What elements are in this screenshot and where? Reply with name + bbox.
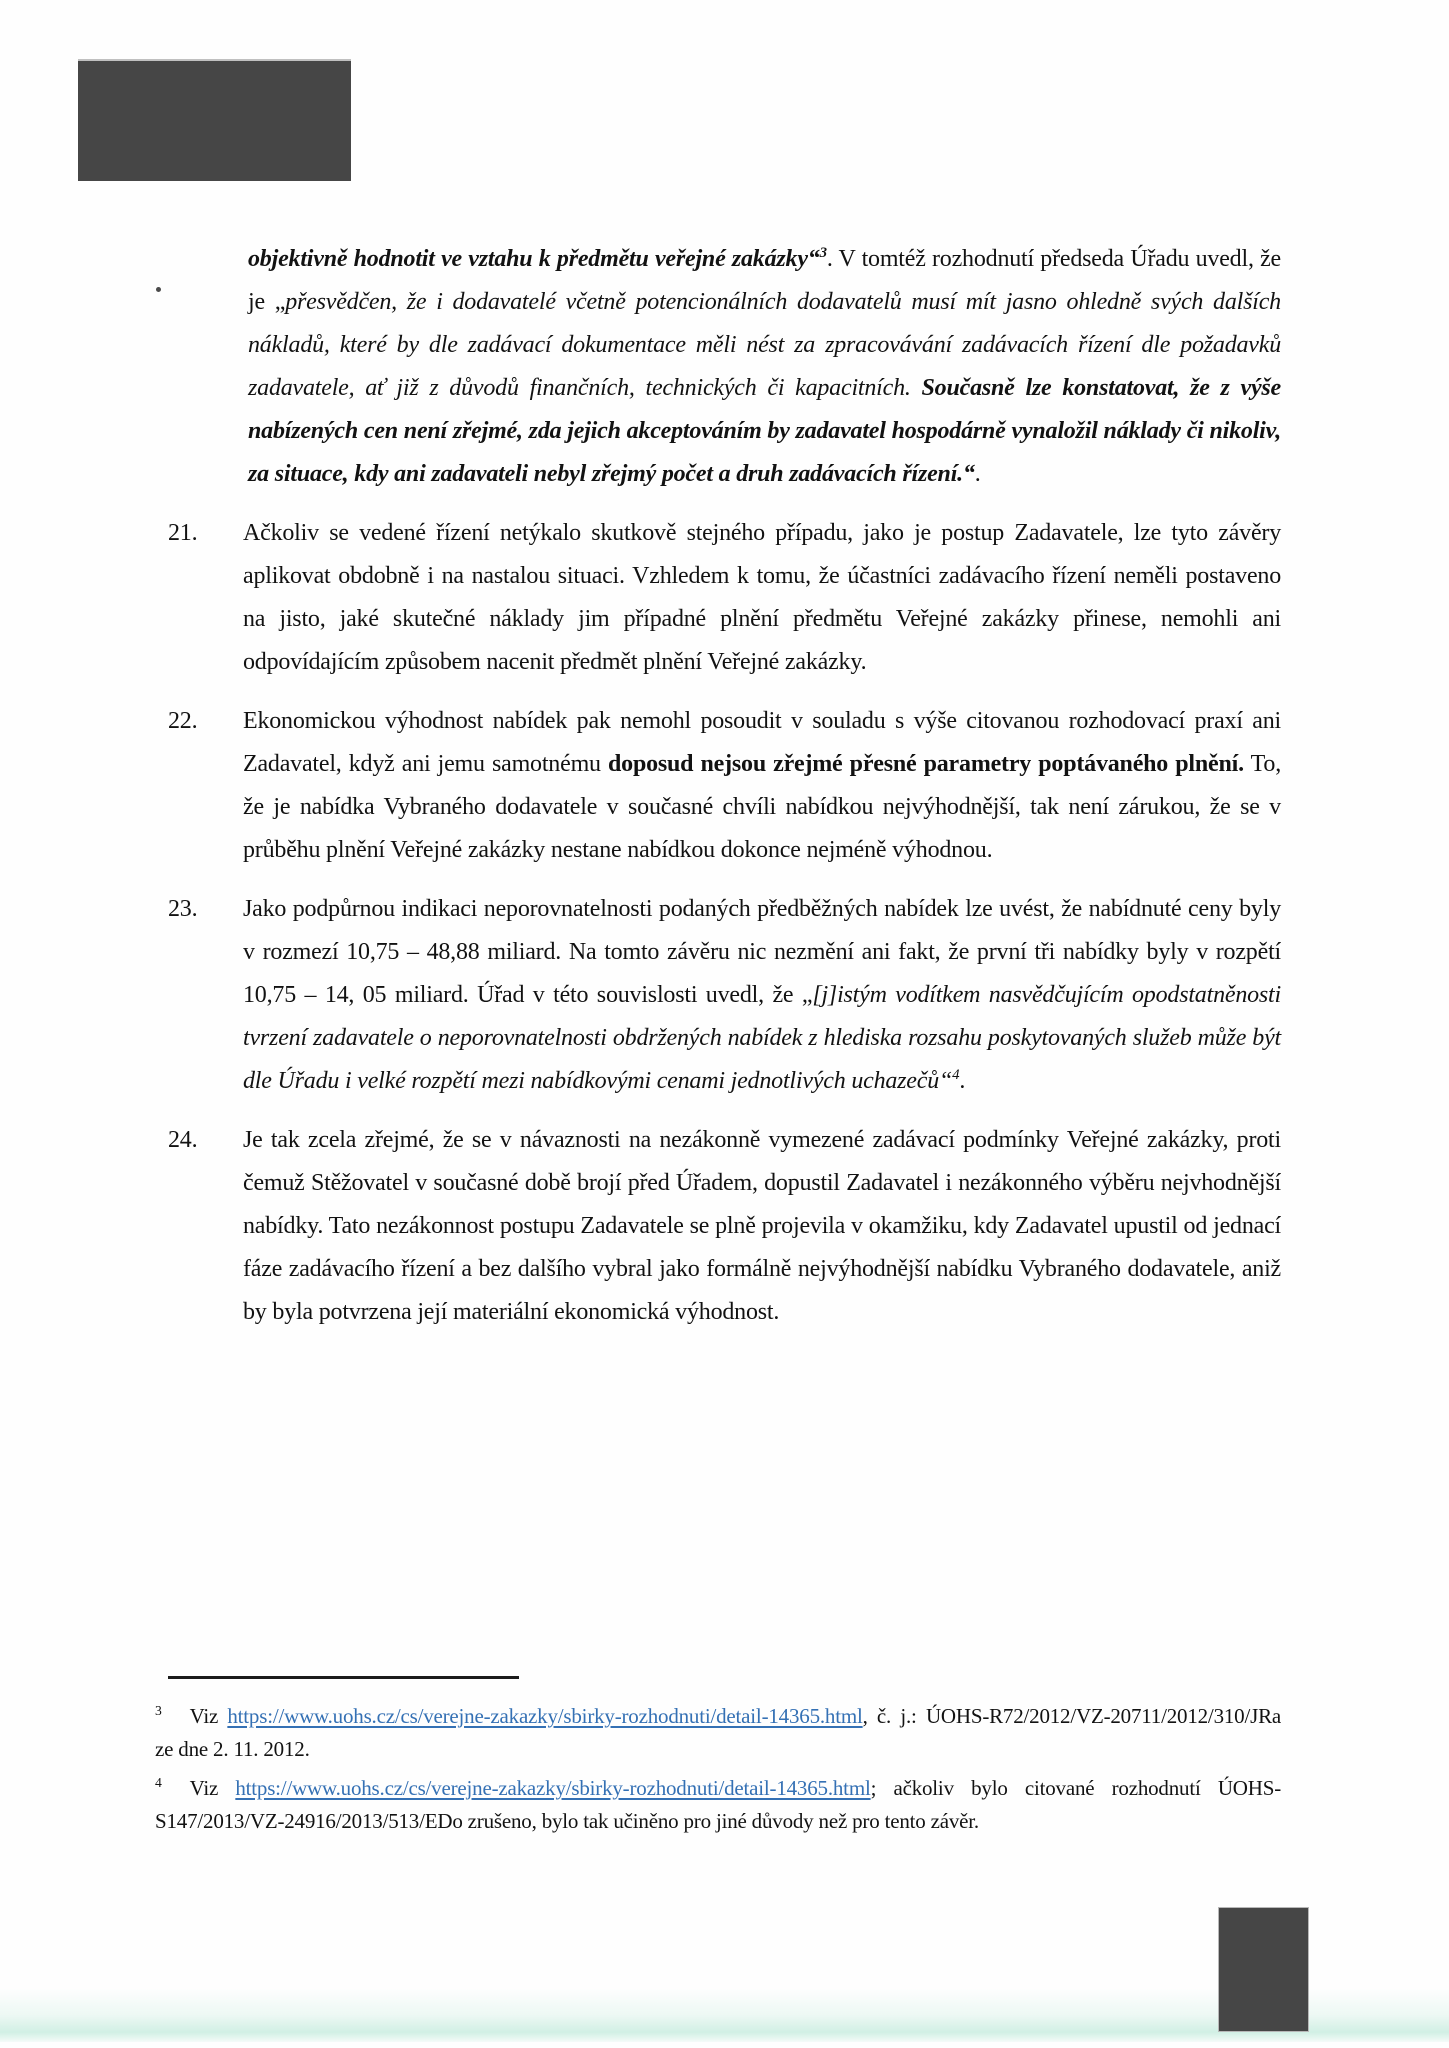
scan-speck bbox=[156, 287, 161, 292]
footnote-marker: 3 bbox=[155, 1703, 162, 1718]
text-segment: 4 bbox=[952, 1067, 960, 1083]
text-segment: To, že je nabídka Vybraného dodavatele v současné chvíli nabídkou nejvýhodnější, tak není zárukou, že se v průběhu plnění Veřejné zakázky nestane nabídkou dokonce nejméně výhodnou. bbox=[243, 751, 1287, 863]
text-segment: přesvědčen, že i dodavatelé včetně potencionálních dodavatelů musí mít jasno ohledně svých dalších nákladů, které by dle zadávací dokumentace měli nést za zpracovávání zadávacích řízení dle požadavků zadavatele, ať již z důvodů finančních, technických či kapacitních. bbox=[248, 289, 1287, 401]
paragraph-text bbox=[243, 512, 1287, 684]
paragraph-text bbox=[248, 238, 1287, 496]
footnote-text bbox=[155, 1776, 1281, 1833]
text-segment: . bbox=[974, 461, 981, 487]
paragraph-23 bbox=[168, 888, 1287, 1103]
redacted-block-top bbox=[78, 59, 351, 181]
paragraph-text bbox=[243, 888, 1287, 1103]
footnote-text bbox=[155, 1704, 1286, 1761]
text-segment: Viz bbox=[189, 1776, 236, 1800]
footnote-url-link[interactable]: https://www.uohs.cz/cs/verejne-zakazky/sbirky-rozhodnuti/detail-14365.html bbox=[227, 1704, 863, 1728]
text-segment: ; ačkoliv bylo citované rozhodnutí ÚOHS-S147/2013/VZ-24916/2013/513/EDo zrušeno, bylo tak učiněno pro jiné důvody než pro tento závěr. bbox=[155, 1776, 1282, 1833]
text-segment: Jako podpůrnou indikaci neporovnatelnosti podaných předběžných nabídek lze uvést, že nabídnuté ceny byly v rozmezí 10,75 – 48,88 miliard. Na tomto závěru nic nezmění ani fakt, že první tři nabídky byly v rozpětí 10,75 – 14, 05 miliard. Úřad v této souvislosti uvedl, že „ bbox=[243, 896, 1287, 1008]
text-segment: Je tak zcela zřejmé, že se v návaznosti na nezákonně vymezené zadávací podmínky Veřejné zakázky, proti čemuž Stěžovatel v současné době brojí před Úřadem, dopustil Zadavatel i nezákonného výběru nejvhodnější nabídky. Tato nezákonnost postupu Zadavatele se plně projevila v okamžiku, kdy Zadavatel upustil od jednací fáze zadávacího řízení a bez dalšího vybral jako formálně nejvýhodnější nabídku Vybraného dodavatele, aniž by byla potvrzena její materiální ekonomická výhodnost. bbox=[243, 1127, 1287, 1325]
footnote-marker: 4 bbox=[155, 1775, 162, 1790]
footnote-separator-rule bbox=[168, 1676, 519, 1679]
paragraph-number: 22. bbox=[168, 708, 198, 734]
footnote-4 bbox=[155, 1772, 1281, 1838]
paragraph-number: 21. bbox=[168, 520, 198, 546]
paragraph-21 bbox=[168, 512, 1287, 684]
text-segment: [j]istým vodítkem nasvědčujícím opodstatněnosti tvrzení zadavatele o neporovnatelnosti obdržených nabídek z hlediska rozsahu poskytovaných služeb může být dle Úřadu i velké rozpětí mezi nabídkovými cenami jednotlivých uchazečů“ bbox=[243, 982, 1287, 1094]
text-segment: Ačkoliv se vedené řízení netýkalo skutkově stejného případu, jako je postup Zadavatele, lze tyto závěry aplikovat obdobně i na nastalou situaci. Vzhledem k tomu, že účastníci zadávacího řízení neměli postaveno na jisto, jaké skutečné náklady jim případné plnění předmětu Veřejné zakázky přinese, nemohli ani odpovídajícím způsobem nacenit předmět plnění Veřejné zakázky. bbox=[243, 520, 1287, 675]
document-body bbox=[168, 238, 1287, 1350]
redacted-block-bottom bbox=[1218, 1907, 1309, 2032]
text-segment: objektivně hodnotit ve vztahu k předmětu veřejné zakázky“ bbox=[248, 246, 820, 272]
paragraph-22 bbox=[168, 700, 1287, 872]
paragraph-text bbox=[243, 700, 1287, 872]
text-segment: Viz bbox=[189, 1704, 228, 1728]
text-segment: doposud nejsou zřejmé přesné parametry poptávaného plnění. bbox=[608, 751, 1244, 777]
paragraph-text bbox=[243, 1119, 1287, 1334]
paragraph-number: 24. bbox=[168, 1127, 198, 1153]
footnote-url-link[interactable]: https://www.uohs.cz/cs/verejne-zakazky/sbirky-rozhodnuti/detail-14365.html bbox=[235, 1776, 871, 1800]
text-segment: Ekonomickou výhodnost nabídek pak nemohl posoudit v souladu s výše citovanou rozhodovací praxí ani Zadavatel, když ani jemu samotnému bbox=[243, 708, 1287, 777]
text-segment: . bbox=[959, 1068, 966, 1094]
text-segment: , č. j.: ÚOHS-R72/2012/VZ-20711/2012/310/JRa ze dne 2. 11. 2012. bbox=[155, 1704, 1287, 1761]
footnote-3 bbox=[155, 1700, 1287, 1766]
text-segment: . V tomtéž rozhodnutí předseda Úřadu uvedl, že je „ bbox=[248, 246, 1287, 315]
paragraph-24 bbox=[168, 1119, 1287, 1334]
text-segment: 3 bbox=[819, 245, 827, 261]
paragraph-number: 23. bbox=[168, 896, 198, 922]
text-segment: Současně lze konstatovat, že z výše nabízených cen není zřejmé, zda jejich akceptováním by zadavatel hospodárně vynaložil náklady či nikoliv, za situace, kdy ani zadavateli nebyl zřejmý počet a druh zadávacích řízení.“ bbox=[248, 375, 1287, 487]
paragraph-quote-continuation bbox=[168, 238, 1287, 496]
